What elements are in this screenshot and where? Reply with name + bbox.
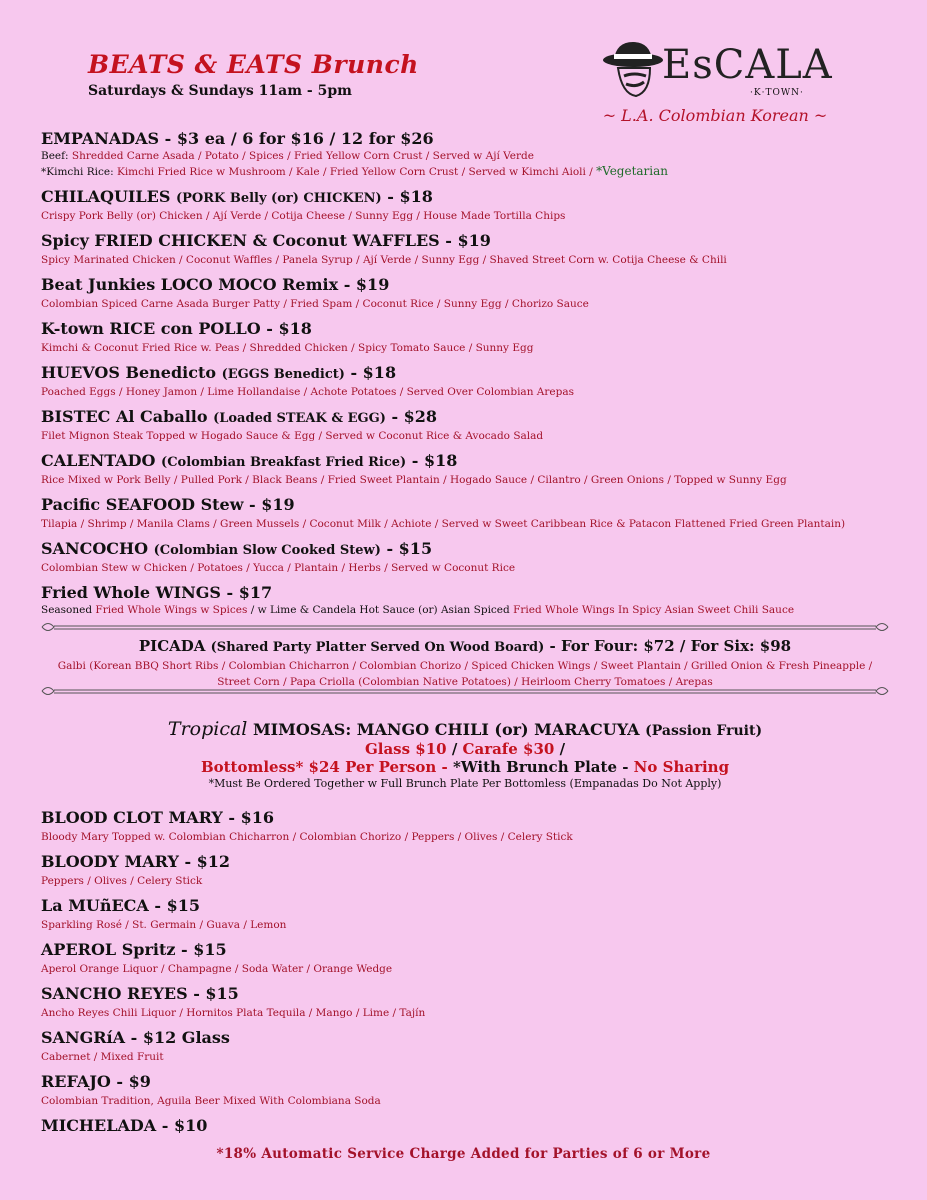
- drink-item: [41, 1115, 901, 1138]
- vegetarian-note: *Vegetarian: [596, 164, 669, 178]
- food-menu: [41, 128, 901, 624]
- item-title: [41, 494, 901, 517]
- mimosa-prices: [40, 740, 890, 758]
- drink-item: [41, 895, 901, 933]
- mimosa-flavors: MIMOSAS: MANGO CHILI (or) MARACUYA: [247, 720, 646, 739]
- wings-desc-d: Fried Whole Wings In Spicy Asian Sweet Chili Sauce: [513, 604, 795, 616]
- item-name: La MUñECA: [41, 896, 149, 915]
- item-name: BISTEC Al Caballo: [41, 407, 214, 426]
- drink-item: [41, 1071, 901, 1109]
- item-sub: (Colombian Slow Cooked Stew): [153, 543, 381, 558]
- picada-title: [40, 636, 890, 658]
- menu-item: [41, 274, 901, 312]
- item-name: Beat Junkies LOCO MOCO Remix: [41, 275, 339, 294]
- brunch-hours: Saturdays & Sundays 11am - 5pm: [88, 83, 352, 99]
- picada-sub: (Shared Party Platter Served On Wood Board): [210, 640, 545, 655]
- menu-item-empanadas: [41, 128, 901, 180]
- wings-desc-c: / w Lime & Candela Hot Sauce (or) Asian Spiced: [247, 604, 514, 616]
- beef-desc: Shredded Carne Asada / Potato / Spices / Fried Yellow Corn Crust / Served w Ají Verde: [71, 150, 534, 162]
- item-sub: (Colombian Breakfast Fried Rice): [161, 455, 407, 470]
- item-name: CALENTADO: [41, 451, 162, 470]
- item-name: REFAJO: [41, 1072, 111, 1091]
- picada-price: - For Four: $72 / For Six: $98: [544, 637, 792, 655]
- item-price: - $17: [220, 583, 273, 602]
- item-title: [41, 186, 901, 209]
- brunch-header: [88, 50, 419, 99]
- drinks-list: [41, 807, 901, 1138]
- item-desc: Spicy Marinated Chicken / Coconut Waffles / Panela Syrup / Ají Verde / Sunny Egg / Shaved Street Corn w. Cotija Cheese & Chili: [41, 254, 727, 266]
- item-name: BLOOD CLOT MARY: [41, 808, 223, 827]
- logo-wordmark: EsCALA: [662, 42, 833, 88]
- item-name: Pacific SEAFOOD Stew: [41, 495, 244, 514]
- item-desc-kimchi: [41, 164, 901, 180]
- item-price: - $18: [344, 363, 397, 382]
- item-name: SANCOCHO: [41, 539, 154, 558]
- item-title: [41, 807, 901, 830]
- item-price: - $15: [148, 896, 201, 915]
- drink-item: [41, 851, 901, 889]
- wings-desc-b: Fried Whole Wings w Spices: [95, 604, 248, 616]
- item-name: EMPANADAS: [41, 129, 160, 148]
- item-title: [41, 895, 901, 918]
- escala-logo: [600, 36, 833, 126]
- item-title: [41, 362, 901, 385]
- beef-label: Beef:: [41, 150, 72, 162]
- item-desc: Aperol Orange Liquor / Champagne / Soda Water / Orange Wedge: [41, 963, 393, 975]
- item-title: [41, 582, 901, 603]
- item-title: [41, 318, 901, 341]
- tropical-label: Tropical: [167, 718, 248, 740]
- ornament-divider-top: [40, 620, 890, 634]
- item-title: [41, 538, 901, 561]
- item-name: Fried Whole WINGS: [41, 583, 221, 602]
- item-desc: Rice Mixed w Pork Belly / Pulled Pork / Black Beans / Fried Sweet Plantain / Hogado Sauce / Cilantro / Green Onions / Topped w Sunny Egg: [41, 474, 787, 486]
- item-price: - $15: [187, 984, 239, 1003]
- item-price: - $15: [175, 940, 227, 959]
- item-sub: (EGGS Benedict): [221, 367, 345, 382]
- item-price: - $18: [406, 451, 458, 470]
- item-price: - $12 Glass: [125, 1028, 230, 1047]
- drink-item: [41, 807, 901, 845]
- drink-item: [41, 983, 901, 1021]
- item-name: BLOODY MARY: [41, 852, 179, 871]
- drinks-menu: [41, 807, 901, 1144]
- picada-section: [40, 636, 890, 690]
- mimosa-section: [40, 718, 890, 791]
- item-desc: Sparkling Rosé / St. Germain / Guava / Lemon: [41, 919, 287, 931]
- menu-item: [41, 362, 901, 400]
- item-desc: [41, 603, 901, 618]
- item-name: CHILAQUILES: [41, 187, 176, 206]
- item-price: - $15: [380, 539, 433, 558]
- menu-item: [41, 494, 901, 532]
- kimchi-label: *Kimchi Rice:: [41, 166, 117, 178]
- fedora-man-icon: [600, 38, 666, 104]
- item-title: [41, 1115, 901, 1138]
- item-price: - $18: [381, 187, 433, 206]
- item-name: SANGRíA: [41, 1028, 126, 1047]
- item-price: - $9: [110, 1072, 151, 1091]
- menu-item: [41, 318, 901, 356]
- menu-item-wings: [41, 582, 901, 618]
- item-title: [41, 939, 901, 962]
- mimosa-title: [40, 718, 890, 740]
- item-desc-beef: [41, 149, 901, 164]
- carafe-price: Carafe $30: [462, 740, 555, 758]
- logo-tagline: ~ L.A. Colombian Korean ~: [602, 106, 828, 125]
- item-desc: Bloody Mary Topped w. Colombian Chicharron / Colombian Chorizo / Peppers / Olives / Celery Stick: [41, 831, 573, 843]
- item-price: - $19: [338, 275, 390, 294]
- wings-desc-a: Seasoned: [41, 604, 96, 616]
- slash-2: /: [554, 740, 566, 758]
- item-price: - $18: [260, 319, 312, 338]
- picada-desc: Galbi (Korean BBQ Short Ribs / Colombian Chicharron / Colombian Chorizo / Spiced Chicken Wings / Sweet Plantain / Grilled Onion & Fresh Pineapple / Street Corn / Papa Criolla (Colombian Native Potatoes) / Heirloom Cherry Tomatoes / Arepas: [57, 660, 873, 688]
- dash: -: [617, 758, 634, 776]
- picada-name: PICADA: [138, 637, 211, 655]
- item-name: MICHELADA: [41, 1116, 157, 1135]
- item-title: [41, 851, 901, 874]
- item-price: - $28: [385, 407, 438, 426]
- item-title: [41, 1027, 901, 1050]
- drink-item: [41, 939, 901, 977]
- item-desc: Tilapia / Shrimp / Manila Clams / Green Mussels / Coconut Milk / Achiote / Served w Sweet Caribbean Rice & Patacon Flattened Fried Green Plantain): [41, 518, 846, 530]
- mimosa-note: *Must Be Ordered Together w Full Brunch Plate Per Bottomless (Empanadas Do Not Apply): [208, 777, 722, 790]
- item-desc: Crispy Pork Belly (or) Chicken / Ají Verde / Cotija Cheese / Sunny Egg / House Made Tortilla Chips: [41, 210, 566, 222]
- item-desc: Colombian Spiced Carne Asada Burger Patty / Fried Spam / Coconut Rice / Sunny Egg / Chorizo Sauce: [41, 298, 589, 310]
- item-title: [41, 128, 901, 149]
- item-name: K-town RICE con POLLO: [41, 319, 261, 338]
- item-price: - $10: [156, 1116, 208, 1135]
- items-list: [41, 186, 901, 576]
- item-desc: Kimchi & Coconut Fried Rice w. Peas / Shredded Chicken / Spicy Tomato Sauce / Sunny Egg: [41, 342, 534, 354]
- with-plate: *With Brunch Plate: [452, 758, 617, 776]
- menu-item: [41, 406, 901, 444]
- item-desc: Cabernet / Mixed Fruit: [41, 1051, 164, 1063]
- item-desc: Colombian Stew w Chicken / Potatoes / Yucca / Plantain / Herbs / Served w Coconut Rice: [41, 562, 516, 574]
- service-charge-note: *18% Automatic Service Charge Added for Parties of 6 or More: [216, 1146, 711, 1162]
- item-sub: (PORK Belly (or) CHICKEN): [175, 191, 382, 206]
- item-name: HUEVOS Benedicto: [41, 363, 222, 382]
- item-name: SANCHO REYES: [41, 984, 188, 1003]
- item-title: [41, 450, 901, 473]
- ornament-divider-bottom: [40, 684, 890, 698]
- item-price: - $19: [439, 231, 491, 250]
- item-title: [41, 1071, 901, 1094]
- item-title: [41, 230, 901, 253]
- menu-item: [41, 450, 901, 488]
- item-title: [41, 274, 901, 297]
- item-sub: (Loaded STEAK & EGG): [213, 411, 386, 426]
- item-desc: Colombian Tradition, Aguila Beer Mixed With Colombiana Soda: [41, 1095, 381, 1107]
- menu-item: [41, 538, 901, 576]
- item-title: [41, 983, 901, 1006]
- item-desc: Ancho Reyes Chili Liquor / Hornitos Plata Tequila / Mango / Lime / Tajín: [41, 1007, 426, 1019]
- item-desc: Poached Eggs / Honey Jamon / Lime Hollandaise / Achote Potatoes / Served Over Colombian Arepas: [41, 386, 574, 398]
- logo-ktown: ·K·TOWN·: [750, 88, 804, 98]
- item-price: - $3 ea / 6 for $16 / 12 for $26: [159, 129, 434, 148]
- item-name: APEROL Spritz: [41, 940, 176, 959]
- kimchi-desc: Kimchi Fried Rice w Mushroom / Kale / Fried Yellow Corn Crust / Served w Kimchi Aioli /: [116, 166, 597, 178]
- item-price: - $16: [222, 808, 275, 827]
- item-price: - $12: [178, 852, 231, 871]
- slash-1: /: [446, 740, 463, 758]
- glass-price: Glass $10: [364, 740, 447, 758]
- bottomless-price: Bottomless* $24 Per Person -: [200, 758, 453, 776]
- drink-item: [41, 1027, 901, 1065]
- item-desc: Peppers / Olives / Celery Stick: [41, 875, 203, 887]
- menu-item: [41, 186, 901, 224]
- item-price: - $19: [243, 495, 295, 514]
- no-sharing: No Sharing: [633, 758, 730, 776]
- bottomless-line: [40, 758, 890, 776]
- item-title: [41, 406, 901, 429]
- menu-item: [41, 230, 901, 268]
- item-name: Spicy FRIED CHICKEN & Coconut WAFFLES: [41, 231, 440, 250]
- item-desc: Filet Mignon Steak Topped w Hogado Sauce & Egg / Served w Coconut Rice & Avocado Salad: [41, 430, 544, 442]
- brunch-title: BEATS & EATS Brunch: [88, 50, 419, 79]
- mimosa-sub: (Passion Fruit): [645, 723, 763, 739]
